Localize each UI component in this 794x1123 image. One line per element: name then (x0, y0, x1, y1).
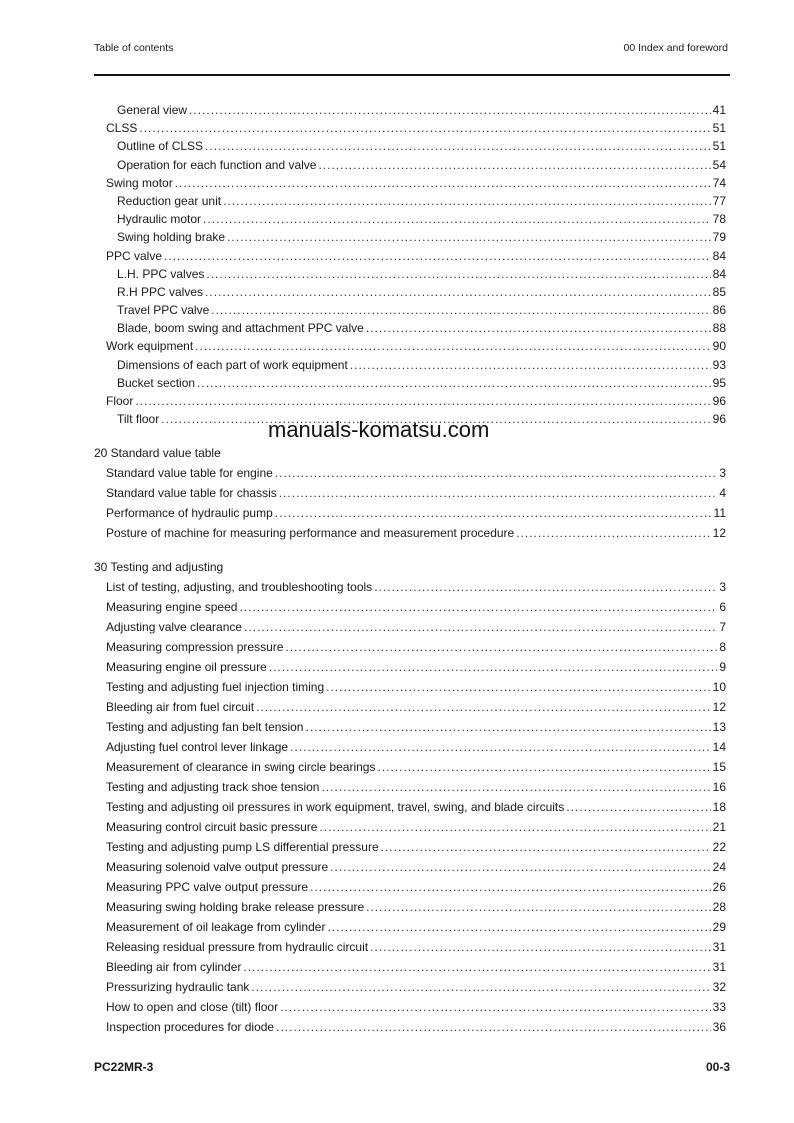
dot-leader (276, 1017, 711, 1037)
dot-leader (206, 265, 710, 283)
toc-entry-page: 54 (712, 157, 726, 172)
toc-entry[interactable] (94, 228, 726, 246)
toc-entry[interactable] (94, 156, 726, 174)
toc-entry[interactable] (94, 637, 726, 657)
toc-entry-title: Adjusting fuel control lever linkage (106, 740, 289, 754)
toc-entry[interactable] (94, 137, 726, 155)
toc-entry-title: R.H PPC valves (117, 284, 204, 299)
toc-entry-title: Dimensions of each part of work equipment (117, 357, 348, 372)
toc-entry[interactable] (94, 174, 726, 192)
toc-entry[interactable] (94, 857, 726, 877)
dot-leader (139, 119, 710, 137)
toc-entry-title: Blade, boom swing and attachment PPC valve (117, 321, 364, 336)
header-right: 00 Index and foreword (623, 42, 728, 54)
dot-leader (330, 857, 711, 877)
dot-leader (135, 392, 710, 410)
dot-leader (366, 897, 711, 917)
toc-entry[interactable] (94, 717, 726, 737)
toc-entry[interactable] (94, 657, 726, 677)
toc-entry-title: Reduction gear unit (117, 193, 222, 208)
toc-entry[interactable] (94, 777, 726, 797)
toc-entry-title: Testing and adjusting oil pressures in work equipment, travel, swing, and blade circuits (106, 800, 565, 814)
dot-leader (205, 137, 711, 155)
dot-leader (269, 657, 718, 677)
toc-entry-title: Swing motor (106, 175, 173, 190)
toc-entry[interactable] (94, 319, 726, 337)
toc-entry-page: 77 (712, 193, 726, 208)
toc-entry-page: 32 (712, 980, 726, 994)
section-title: 20 Standard value table (94, 446, 221, 460)
toc-entry-page: 74 (712, 175, 726, 190)
toc-entry-page: 12 (712, 526, 726, 540)
toc-entry-title: Outline of CLSS (117, 139, 204, 154)
toc-entry[interactable] (94, 337, 726, 355)
toc-entry-title: Posture of machine for measuring performance and measurement procedure (106, 526, 515, 540)
toc-entry-title: Testing and adjusting fan belt tension (106, 720, 304, 734)
toc-entry-page: 11 (713, 506, 726, 520)
toc-entry-title: L.H. PPC valves (117, 266, 205, 281)
dot-leader (374, 577, 717, 597)
toc-entry-page: 24 (712, 860, 726, 874)
toc-entry-page: 15 (712, 760, 726, 774)
toc-entry[interactable] (94, 797, 726, 817)
dot-leader (205, 283, 711, 301)
dot-leader (319, 817, 710, 837)
toc-entry-page: 26 (712, 880, 726, 894)
toc-entry-title: Hydraulic motor (117, 212, 202, 227)
toc-entry-page: 12 (712, 700, 726, 714)
dot-leader (223, 192, 711, 210)
toc-entry-title: Bucket section (117, 375, 196, 390)
dot-leader (175, 174, 711, 192)
toc-entry-page: 93 (712, 357, 726, 372)
dot-leader (318, 156, 710, 174)
toc-entry-title: List of testing, adjusting, and troubleshooting tools (106, 580, 373, 594)
toc-entry-title: Measuring engine oil pressure (106, 660, 267, 674)
toc-entry-title: General view (117, 103, 188, 117)
toc-entry[interactable] (94, 697, 726, 717)
toc-entry[interactable] (94, 192, 726, 210)
toc-entry-title: Standard value table for engine (106, 466, 273, 480)
toc-entry[interactable] (94, 937, 726, 957)
dot-leader (203, 210, 711, 228)
section-title: 30 Testing and adjusting (94, 560, 224, 574)
toc-entry-page: 3 (719, 466, 726, 480)
toc-entry-page: 6 (719, 600, 726, 614)
toc-entry-page: 4 (719, 486, 726, 500)
toc-entry-page: 88 (712, 321, 726, 336)
toc-entry[interactable] (94, 837, 726, 857)
toc-entry-page: 13 (712, 720, 726, 734)
toc-entry-page: 84 (712, 248, 726, 263)
dot-leader (321, 777, 710, 797)
toc-entry-page: 31 (712, 960, 726, 974)
toc-entry-title: Measuring swing holding brake release pressure (106, 900, 365, 914)
toc-entry[interactable] (94, 265, 726, 283)
dot-leader (275, 463, 718, 483)
toc-entry-page: 51 (712, 139, 726, 154)
toc-entry-title: Swing holding brake (117, 230, 226, 245)
toc-entry[interactable] (94, 392, 726, 410)
toc-entry-page: 84 (712, 266, 726, 281)
toc-entry[interactable] (94, 917, 726, 937)
toc-entry-title: Standard value table for chassis (106, 486, 277, 500)
toc-entry-page: 95 (712, 375, 726, 390)
dot-leader (366, 319, 711, 337)
dot-leader (280, 997, 711, 1017)
dot-leader (275, 503, 712, 523)
toc-entry-title: Measurement of oil leakage from cylinder (106, 920, 326, 934)
toc-section-20 (94, 443, 726, 543)
dot-leader (197, 374, 711, 392)
toc-entry[interactable] (94, 897, 726, 917)
dot-leader (227, 228, 711, 246)
toc-group-continued (94, 101, 726, 428)
toc-entry[interactable] (94, 677, 726, 697)
toc-entry[interactable] (94, 577, 726, 597)
dot-leader (211, 301, 710, 319)
dot-leader (310, 877, 711, 897)
toc-entry-page: 86 (712, 303, 726, 318)
dot-leader (239, 597, 717, 617)
toc-entry[interactable] (94, 101, 726, 119)
dot-leader (350, 356, 711, 374)
toc-entry-page: 3 (719, 580, 726, 594)
toc-entry-title: Floor (106, 394, 134, 408)
toc-entry-page: 16 (712, 780, 726, 794)
toc-entry[interactable] (94, 119, 726, 137)
toc-entry[interactable] (94, 503, 726, 523)
toc-entry[interactable] (94, 957, 726, 977)
toc-entry[interactable] (94, 757, 726, 777)
dot-leader (377, 757, 710, 777)
dot-leader (243, 957, 710, 977)
toc-entry-title: Bleeding air from fuel circuit (106, 700, 255, 714)
toc-entry[interactable] (94, 356, 726, 374)
dot-leader (327, 917, 710, 937)
toc-section-30 (94, 557, 726, 1037)
toc-entry-page: 21 (712, 820, 726, 834)
dot-leader (244, 617, 717, 637)
dot-leader (516, 523, 710, 543)
toc-entry-page: 79 (712, 230, 726, 245)
toc-entry[interactable] (94, 1017, 726, 1037)
dot-leader (370, 937, 711, 957)
header-left: Table of contents (94, 42, 174, 54)
toc-entry-page: 8 (719, 640, 726, 654)
dot-leader (290, 737, 711, 757)
toc-entry-title: Work equipment (106, 339, 194, 354)
dot-leader (189, 101, 711, 119)
dot-leader (195, 337, 710, 355)
toc-entry[interactable] (94, 617, 726, 637)
toc-entry-page: 28 (712, 900, 726, 914)
toc-entry-title: Bleeding air from cylinder (106, 960, 242, 974)
toc-entry[interactable] (94, 523, 726, 543)
toc-entry-title: Travel PPC valve (117, 303, 210, 318)
header-rule (94, 74, 730, 76)
toc-entry[interactable] (94, 977, 726, 997)
toc-entry-title: Inspection procedures for diode (106, 1020, 275, 1034)
toc-entry-title: Measuring control circuit basic pressure (106, 820, 318, 834)
toc-entry[interactable] (94, 247, 726, 265)
dot-leader (251, 977, 710, 997)
toc-entry-title: Testing and adjusting track shoe tension (106, 780, 320, 794)
toc-entry-page: 41 (712, 103, 726, 117)
watermark: manuals-komatsu.com (268, 417, 490, 442)
toc-entry[interactable] (94, 737, 726, 757)
dot-leader (279, 483, 718, 503)
toc-entry[interactable] (94, 463, 726, 483)
toc-entry-page: 9 (719, 660, 726, 674)
toc-entry[interactable] (94, 301, 726, 319)
toc-entry-page: 29 (712, 920, 726, 934)
toc-entry-page: 7 (719, 620, 726, 634)
toc-entry-title: PPC valve (106, 248, 163, 263)
toc-entry-title: Measuring engine speed (106, 600, 238, 614)
toc-entry[interactable] (94, 483, 726, 503)
toc-entry-page: 22 (712, 840, 726, 854)
toc-entry-page: 36 (712, 1020, 726, 1034)
toc-entry-title: Measuring solenoid valve output pressure (106, 860, 329, 874)
footer-page-number: 00-3 (705, 1060, 730, 1074)
toc-entry-page: 14 (712, 740, 726, 754)
toc-entry-page: 18 (712, 800, 726, 814)
toc-entry-page: 85 (712, 284, 726, 299)
toc-entry-title: Measuring PPC valve output pressure (106, 880, 309, 894)
toc-entry-title: Releasing residual pressure from hydraulic circuit (106, 940, 369, 954)
toc-entry-title: Tilt floor (117, 412, 160, 427)
toc-entry-page: 33 (712, 1000, 726, 1014)
toc-entry-page: 90 (712, 339, 726, 354)
toc-entry[interactable] (94, 877, 726, 897)
dot-leader (566, 797, 710, 817)
toc-entry-page: 51 (712, 121, 726, 136)
toc-entry[interactable] (94, 997, 726, 1017)
toc-entry-page: 31 (712, 940, 726, 954)
toc-entry[interactable] (94, 817, 726, 837)
toc-entry-title: Testing and adjusting pump LS differential pressure (106, 840, 379, 854)
toc-entry-page: 78 (712, 212, 726, 227)
dot-leader (326, 677, 711, 697)
footer-model: PC22MR-3 (94, 1060, 154, 1074)
toc-entry-title: CLSS (106, 121, 138, 136)
toc-entry-title: Operation for each function and valve (117, 157, 317, 172)
toc-entry-title: Pressurizing hydraulic tank (106, 980, 250, 994)
toc-entry-page: 96 (712, 412, 726, 427)
dot-leader (305, 717, 710, 737)
toc-entry-page: 96 (712, 394, 726, 408)
toc-entry[interactable] (94, 210, 726, 228)
toc-entry-title: Testing and adjusting fuel injection timing (106, 680, 325, 694)
dot-leader (285, 637, 717, 657)
toc-entry-title: Performance of hydraulic pump (106, 506, 273, 520)
toc-entry-title: Measurement of clearance in swing circle bearings (106, 760, 376, 774)
dot-leader (256, 697, 711, 717)
toc-entry[interactable] (94, 374, 726, 392)
toc-entry-title: Measuring compression pressure (106, 640, 284, 654)
dot-leader (164, 247, 711, 265)
toc-entry[interactable] (94, 283, 726, 301)
toc-entry[interactable] (94, 597, 726, 617)
toc-entry-title: Adjusting valve clearance (106, 620, 243, 634)
dot-leader (381, 837, 711, 857)
toc-entry-page: 10 (712, 680, 726, 694)
toc-entry-title: How to open and close (tilt) floor (106, 1000, 279, 1014)
